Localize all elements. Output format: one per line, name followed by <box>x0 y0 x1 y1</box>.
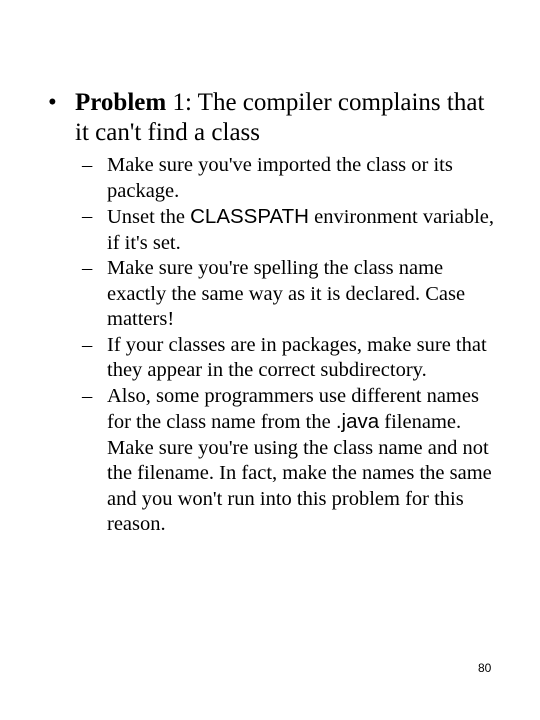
problem-description: : The compiler complains that it can't find a class <box>75 89 485 146</box>
page-number: 80 <box>478 661 492 675</box>
problem-label: Problem <box>75 89 167 116</box>
dash-symbol: – <box>82 384 93 407</box>
sub-bullet-text: Make sure you're spelling the class name exactly the same way as it is declared. Case matters! <box>107 257 466 330</box>
dash-symbol: – <box>82 154 93 176</box>
sub-bullet-import <box>82 153 502 204</box>
sub-bullet-text <box>107 385 492 536</box>
problem-number: 1 <box>166 89 185 116</box>
text-before: Unset the <box>107 206 191 228</box>
sub-bullet-text: Make sure you've imported the class or its package. <box>107 154 453 202</box>
sub-bullet-spelling <box>82 256 502 333</box>
sub-bullet-list <box>82 153 502 538</box>
main-bullet-text <box>75 88 498 148</box>
dash-symbol: – <box>82 333 93 356</box>
text-after: environment variable, if it's set. <box>107 206 494 254</box>
sub-bullet-packages <box>82 333 502 384</box>
dash-symbol: – <box>82 205 93 227</box>
classpath-code: CLASSPATH <box>190 205 309 228</box>
sub-bullet-text: If your classes are in packages, make sure that they appear in the correct subdirectory. <box>107 333 487 381</box>
sub-bullet-text <box>107 206 494 254</box>
text-after: filename. Make sure you're using the class name and not the filename. In fact, make the names the same and you won't run into this problem for this reason. <box>107 411 492 535</box>
java-extension-code: .java <box>335 410 380 433</box>
sub-bullet-classpath <box>82 204 502 256</box>
bullet-symbol: • <box>48 89 57 116</box>
text-before: Also, some programmers use different names for the class name from the <box>107 384 479 433</box>
dash-symbol: – <box>82 257 93 279</box>
sub-bullet-filename <box>82 384 502 538</box>
main-bullet <box>48 88 498 148</box>
